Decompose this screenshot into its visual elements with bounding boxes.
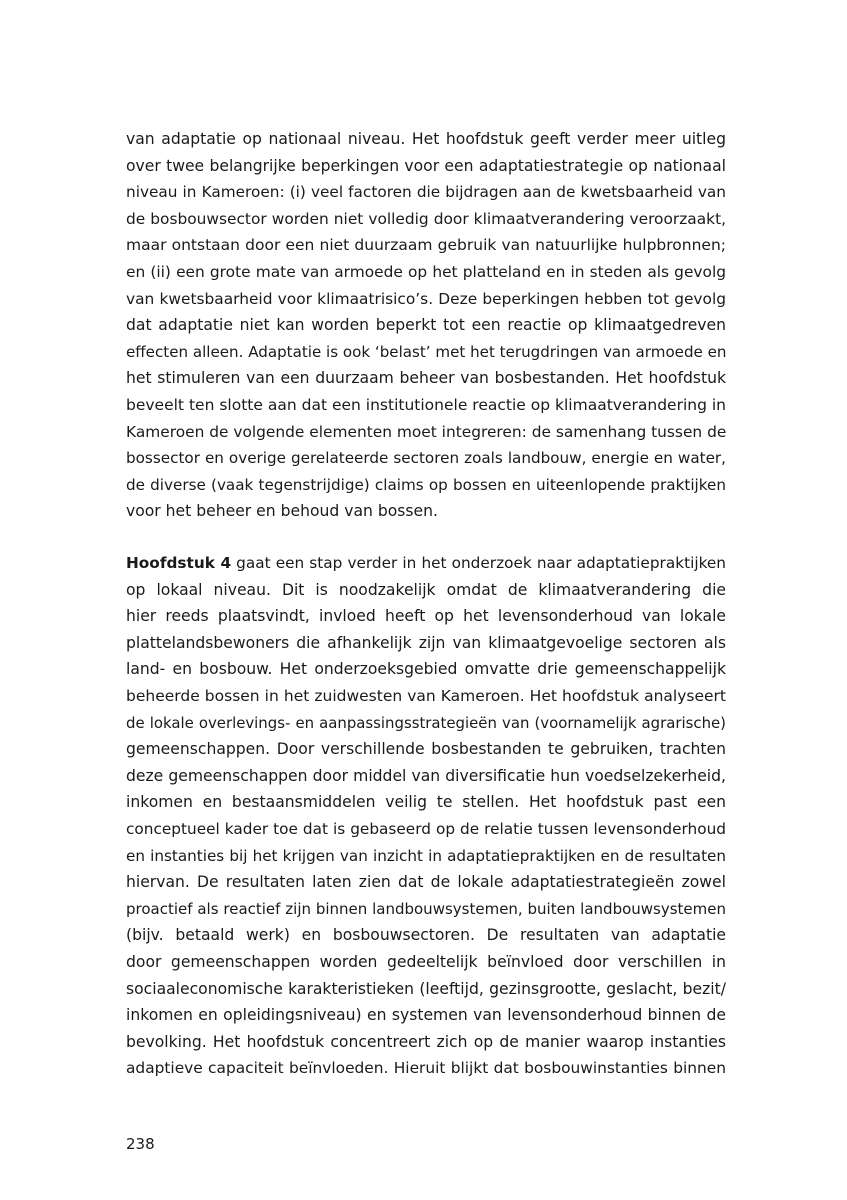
text-line: plattelandsbewoners die afhankelijk zijn van klimaatgevoelige sectoren als [126, 633, 726, 652]
text-line: van adaptatie op nationaal niveau. Het hoofdstuk geeft verder meer uitleg [126, 130, 726, 148]
text-line: conceptueel kader toe dat is gebaseerd op de relatie tussen levensonderhoud [126, 819, 726, 838]
text-line: beheerde bossen in het zuidwesten van Kameroen. Het hoofdstuk analyseert [126, 686, 726, 705]
text-line: op lokaal niveau. Dit is noodzakelijk omdat de klimaatverandering die [126, 580, 726, 599]
text-line: door gemeenschappen worden gedeeltelijk beïnvloed door verschillen in [126, 952, 726, 971]
text-line: land- en bosbouw. Het onderzoeksgebied omvatte drie gemeenschappelijk [126, 660, 726, 679]
text-line: hier reeds plaatsvindt, invloed heeft op het levensonderhoud van lokale [126, 607, 726, 626]
text-line: gemeenschappen. Door verschillende bosbestanden te gebruiken, trachten [126, 740, 726, 759]
text-line: beveelt ten slotte aan dat een institutionele reactie op klimaatverandering in [126, 395, 726, 414]
text-line: voor het beheer en behoud van bossen. [126, 502, 438, 521]
text-line: Kameroen de volgende elementen moet integreren: de samenhang tussen de [126, 422, 727, 441]
text-line: deze gemeenschappen door middel van diversificatie hun voedselzekerheid, [126, 766, 726, 785]
text-line: van kwetsbaarheid voor klimaatrisico’s. Deze beperkingen hebben tot gevolg [126, 289, 726, 308]
paragraph-1 [126, 126, 726, 525]
text-line: (bijv. betaald werk) en bosbouwsectoren. De resultaten van adaptatie [126, 926, 726, 945]
page-number: 238 [126, 1135, 155, 1153]
text-line: proactief als reactief zijn binnen landbouwsystemen, buiten landbouwsystemen [126, 899, 726, 918]
text-line: inkomen en bestaansmiddelen veilig te stellen. Het hoofdstuk past een [126, 793, 726, 812]
paragraph-2 [126, 550, 726, 1082]
text-line: inkomen en opleidingsniveau) en systemen van levensonderhoud binnen de [126, 1006, 726, 1025]
chapter-heading: Hoofdstuk 4 [126, 554, 232, 572]
text-line-rest: gaat een stap verder in het onderzoek naar adaptatiepraktijken [231, 554, 726, 572]
text-line: het stimuleren van een duurzaam beheer van bosbestanden. Het hoofdstuk [126, 369, 726, 388]
text-line-first [126, 550, 726, 577]
text-line: over twee belangrijke beperkingen voor een adaptatiestrategie op nationaal [126, 156, 726, 175]
text-line: de lokale overlevings- en aanpassingsstrategieën van (voornamelijk agrarische) [126, 713, 726, 732]
text-line: maar ontstaan door een niet duurzaam gebruik van natuurlijke hulpbronnen; [126, 236, 726, 255]
text-line: effecten alleen. Adaptatie is ook ‘belast’ met het terugdringen van armoede en [126, 342, 727, 361]
text-line: de diverse (vaak tegenstrijdige) claims op bossen en uiteenlopende praktijken [126, 475, 726, 494]
text-line: bossector en overige gerelateerde sectoren zoals landbouw, energie en water, [126, 449, 726, 468]
text-line: dat adaptatie niet kan worden beperkt tot een reactie op klimaatgedreven [126, 316, 726, 335]
text-line: adaptieve capaciteit beïnvloeden. Hieruit blijkt dat bosbouwinstanties binnen [126, 1059, 726, 1078]
text-line: en instanties bij het krijgen van inzicht in adaptatiepraktijken en de resultaten [126, 846, 726, 865]
text-line: de bosbouwsector worden niet volledig door klimaatverandering veroorzaakt, [126, 209, 726, 228]
text-line: niveau in Kameroen: (i) veel factoren die bijdragen aan de kwetsbaarheid van [126, 183, 726, 202]
text-line: en (ii) een grote mate van armoede op het platteland en in steden als gevolg [126, 262, 726, 281]
text-line: hiervan. De resultaten laten zien dat de lokale adaptatiestrategieën zowel [126, 873, 726, 892]
text-line: bevolking. Het hoofdstuk concentreert zich op de manier waarop instanties [126, 1032, 726, 1051]
text-line: sociaaleconomische karakteristieken (leeftijd, gezinsgrootte, geslacht, bezit/ [126, 979, 726, 998]
